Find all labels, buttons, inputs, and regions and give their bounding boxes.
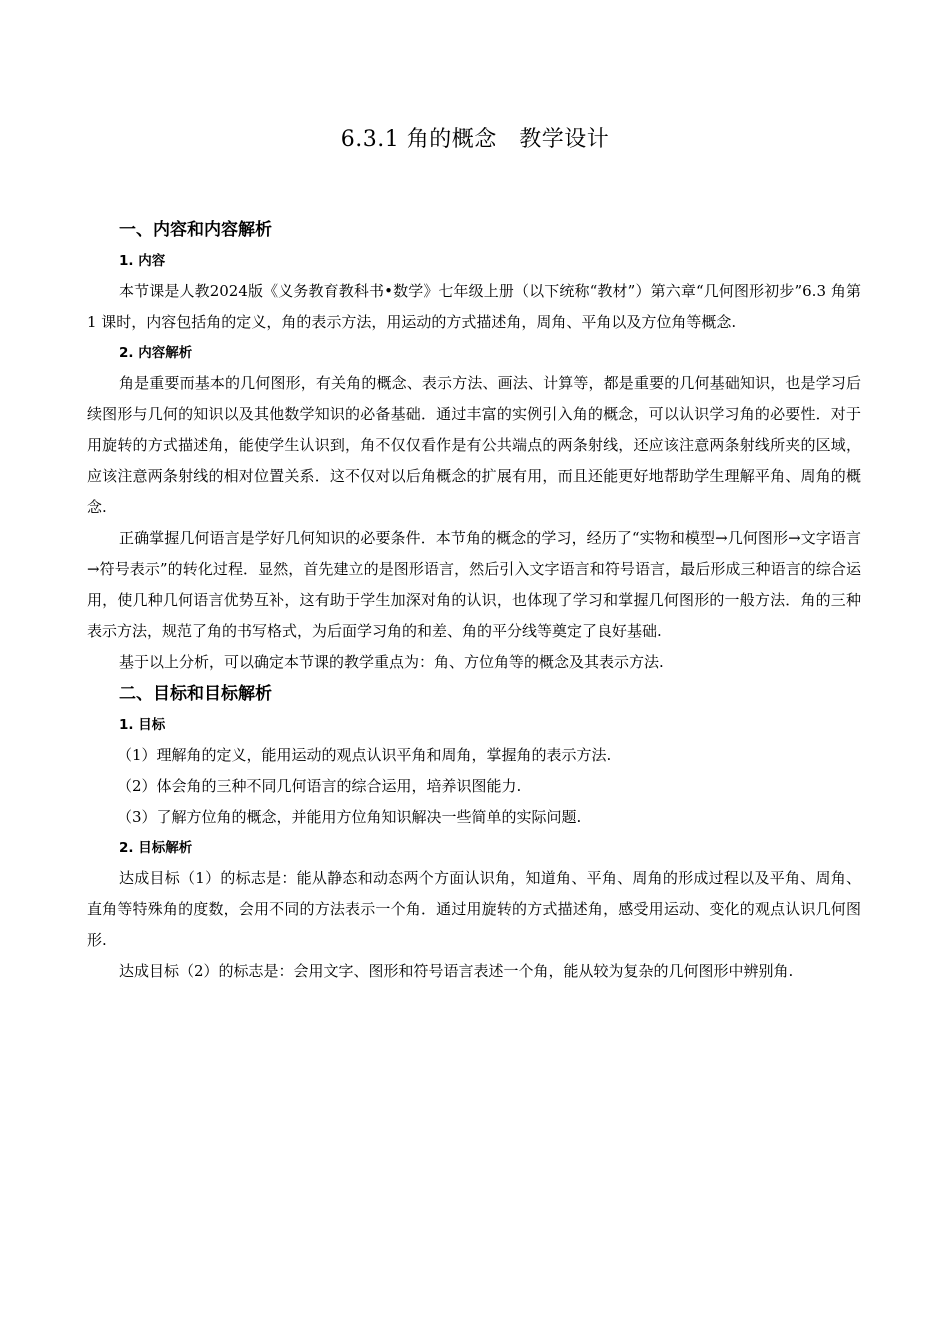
subsection-heading: 2. 内容解析 [119, 345, 193, 361]
list-item: （1）理解角的定义，能用运动的观点认识平角和周角，掌握角的表示方法. [117, 746, 612, 764]
section-heading: 一、内容和内容解析 [119, 220, 272, 240]
paragraph: 达成目标（2）的标志是：会用文字、图形和符号语言表述一个角，能从较为复杂的几何图形中辨别角. [119, 962, 794, 980]
paragraph: 达成目标（1）的标志是：能从静态和动态两个方面认识角，知道角、平角、周角的形成过程以及平角、周角、直角等特殊角的度数，会用不同的方法表示一个角．通过用旋转的方式描述角，感受用运动、变化的观点认识几何图形. [87, 869, 861, 949]
subsection-heading: 1. 内容 [119, 253, 166, 269]
section-heading: 二、目标和目标解析 [119, 684, 272, 704]
paragraph: 基于以上分析，可以确定本节课的教学重点为：角、方位角等的概念及其表示方法. [119, 653, 664, 671]
subsection-heading: 1. 目标 [119, 717, 166, 733]
document-title: 6.3.1 角的概念 教学设计 [340, 127, 610, 152]
paragraph: 正确掌握几何语言是学好几何知识的必要条件．本节角的概念的学习，经历了“实物和模型→几何图形→文字语言→符号表示”的转化过程．显然，首先建立的是图形语言，然后引入文字语言和符号语言，最后形成三种语言的综合运用，使几种几何语言优势互补，这有助于学生加深对角的认识，也体现了学习和掌握几何图形的一般方法．角的三种表示方法，规范了角的书写格式，为后面学习角的和差、角的平分线等奠定了良好基础. [87, 529, 861, 640]
paragraph: 本节课是人教2024版《义务教育教科书•数学》七年级上册（以下统称“教材”）第六章“几何图形初步”6.3 角第 1 课时，内容包括角的定义，角的表示方法，用运动的方式描述角，周角、平角以及方位角等概念. [87, 282, 861, 331]
list-item: （3）了解方位角的概念，并能用方位角知识解决一些简单的实际问题. [117, 808, 582, 826]
list-item: （2）体会角的三种不同几何语言的综合运用，培养识图能力. [117, 777, 522, 795]
document-body [87, 214, 861, 987]
paragraph: 角是重要而基本的几何图形，有关角的概念、表示方法、画法、计算等，都是重要的几何基础知识，也是学习后续图形与几何的知识以及其他数学知识的必备基础．通过丰富的实例引入角的概念，可以认识学习角的必要性．对于用旋转的方式描述角，能使学生认识到，角不仅仅看作是有公共端点的两条射线，还应该注意两条射线所夹的区域，应该注意两条射线的相对位置关系．这不仅对以后角概念的扩展有用，而且还能更好地帮助学生理解平角、周角的概念. [87, 374, 861, 516]
subsection-heading: 2. 目标解析 [119, 840, 193, 856]
